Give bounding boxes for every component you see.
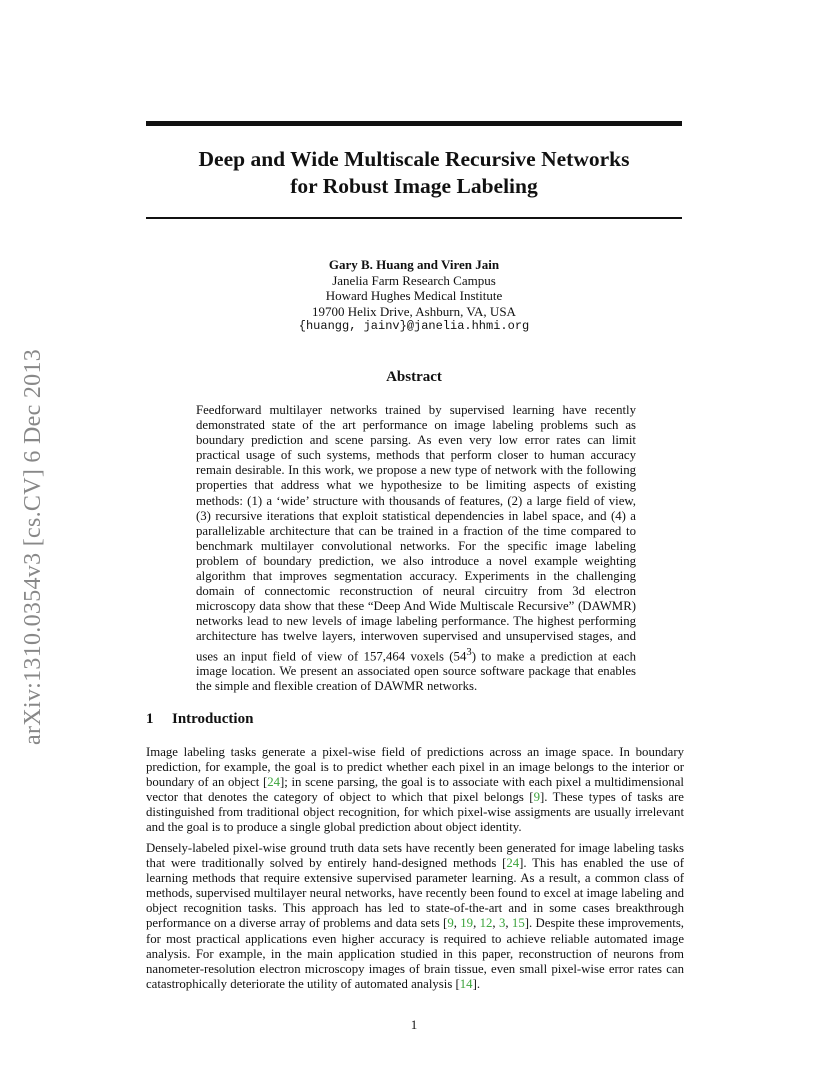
separator: , (505, 916, 512, 931)
abstract-part-1: Feedforward multilayer networks trained by supervised learning have recently demonstrated state of the art performance on image labeling problems such as boundary prediction and scene parsing. As even very low error rates can limit practical usage of such systems, methods that perform closer to human accuracy remain desirable. In this work, we propose a new type of network with the following properties that address what we hypothesize to be limiting aspects of existing methods: (1) a ‘wide’ structure with thousands of features, (2) a large field of view, (3) recursive iterations that exploit statistical dependencies in label space, and (4) a parallelizable architecture that can be trained in a fraction of the time compared to benchmark multilayer convolutional networks. For the specific image labeling problem of boundary prediction, we also introduce a novel example weighting algorithm that improves segmentation accuracy. Experiments in the challenging domain of connectomic reconstruction of neural circuitry from 3d electron microscopy data show that these “Deep And Wide Multiscale Recursive” (DAWMR) networks lead to new levels of image labeling performance. The highest performing architecture has twelve layers, interwoven supervised and unsupervised stages, and uses an input field of view of 157,464 voxels (54 (196, 403, 636, 663)
separator: , (492, 916, 499, 931)
intro-paragraph-2 (146, 841, 684, 992)
citation-link[interactable]: 9 (533, 790, 540, 805)
title-line-2: for Robust Image Labeling (290, 174, 538, 198)
address: 19700 Helix Drive, Ashburn, VA, USA (312, 303, 516, 319)
separator: , (453, 916, 461, 931)
abstract-superscript: 3 (466, 646, 472, 658)
abstract-part-2: ) to make a prediction at each image location. We present an associated open source software package that enables the simple and flexible creation of DAWMR networks. (196, 648, 637, 693)
arxiv-identifier: arXiv:1310.0354v3 [cs.CV] 6 Dec 2013 (20, 348, 46, 745)
abstract-heading: Abstract (386, 369, 442, 385)
citation-link[interactable]: 15 (511, 916, 525, 931)
citation-link[interactable]: 19 (460, 916, 474, 931)
author-names: Gary B. Huang and Viren Jain (328, 257, 500, 272)
p1-text-2: ]; in scene parsing, the goal is to associate with each pixel a multidimensional vector that denotes the category of object to which that pixel belongs [ (146, 775, 684, 805)
affiliation-1: Janelia Farm Research Campus (332, 272, 496, 288)
email: {huangg, jainv}@janelia.hhmi.org (298, 319, 530, 333)
title-line-1: Deep and Wide Multiscale Recursive Networks (198, 147, 630, 171)
p1-text-1: Image labeling tasks generate a pixel-wise field of predictions across an image space. In boundary prediction, for example, the goal is to predict whether each pixel in an image belongs to the interior or boundary of an object [ (146, 745, 684, 790)
citation-link[interactable]: 12 (479, 916, 493, 931)
title-bottom-rule (146, 217, 682, 219)
citation-link[interactable]: 3 (498, 916, 506, 931)
title-top-rule (146, 121, 682, 126)
section-title: Introduction (172, 711, 254, 727)
citation-link[interactable]: 24 (267, 775, 281, 790)
p2-text-1: Densely-labeled pixel-wise ground truth data sets have recently been generated for image labeling tasks that were traditionally solved by entirely hand-designed methods [ (146, 841, 684, 871)
affiliation-2: Howard Hughes Medical Institute (325, 288, 503, 303)
p1-text-3: ]. These types of tasks are distinguished from traditional object recognition, for which pixel-wise assigments are usually irrelevant and the goal is to produce a single global prediction about object identity. (146, 790, 684, 835)
citation-link[interactable]: 24 (506, 856, 520, 871)
citation-link[interactable]: 9 (447, 916, 454, 931)
p2-text-2: ]. This has enabled the use of learning methods that require extensive supervised parameter learning. As a result, a common class of methods, supervised multilayer neural networks, have recently been found to excel at image labeling and object recognition tasks. This approach has led to state-of-the-art and in some cases breakthrough performance on a diverse array of problems and data sets [ (146, 856, 684, 931)
paper-title (146, 146, 682, 200)
p2-text-4: ]. (472, 976, 481, 991)
citation-link[interactable]: 14 (459, 976, 473, 991)
page-number: 1 (410, 1017, 418, 1032)
author-block (146, 257, 682, 335)
intro-paragraph-1 (146, 745, 684, 836)
section-number: 1 (146, 711, 154, 727)
section-heading-introduction (146, 711, 253, 728)
p2-text-3: ]. Despite these improvements, for most practical applications even higher accuracy is required to achieve reliable automated image analysis. For example, in the main application studied in this paper, reconstruction of neurons from nanometer-resolution electron microscopy images of brain tissue, even small pixel-wise error rates can catastrophically deteriorate the utility of automated analysis [ (146, 916, 685, 991)
abstract-text (196, 403, 636, 694)
separator: , (473, 916, 480, 931)
